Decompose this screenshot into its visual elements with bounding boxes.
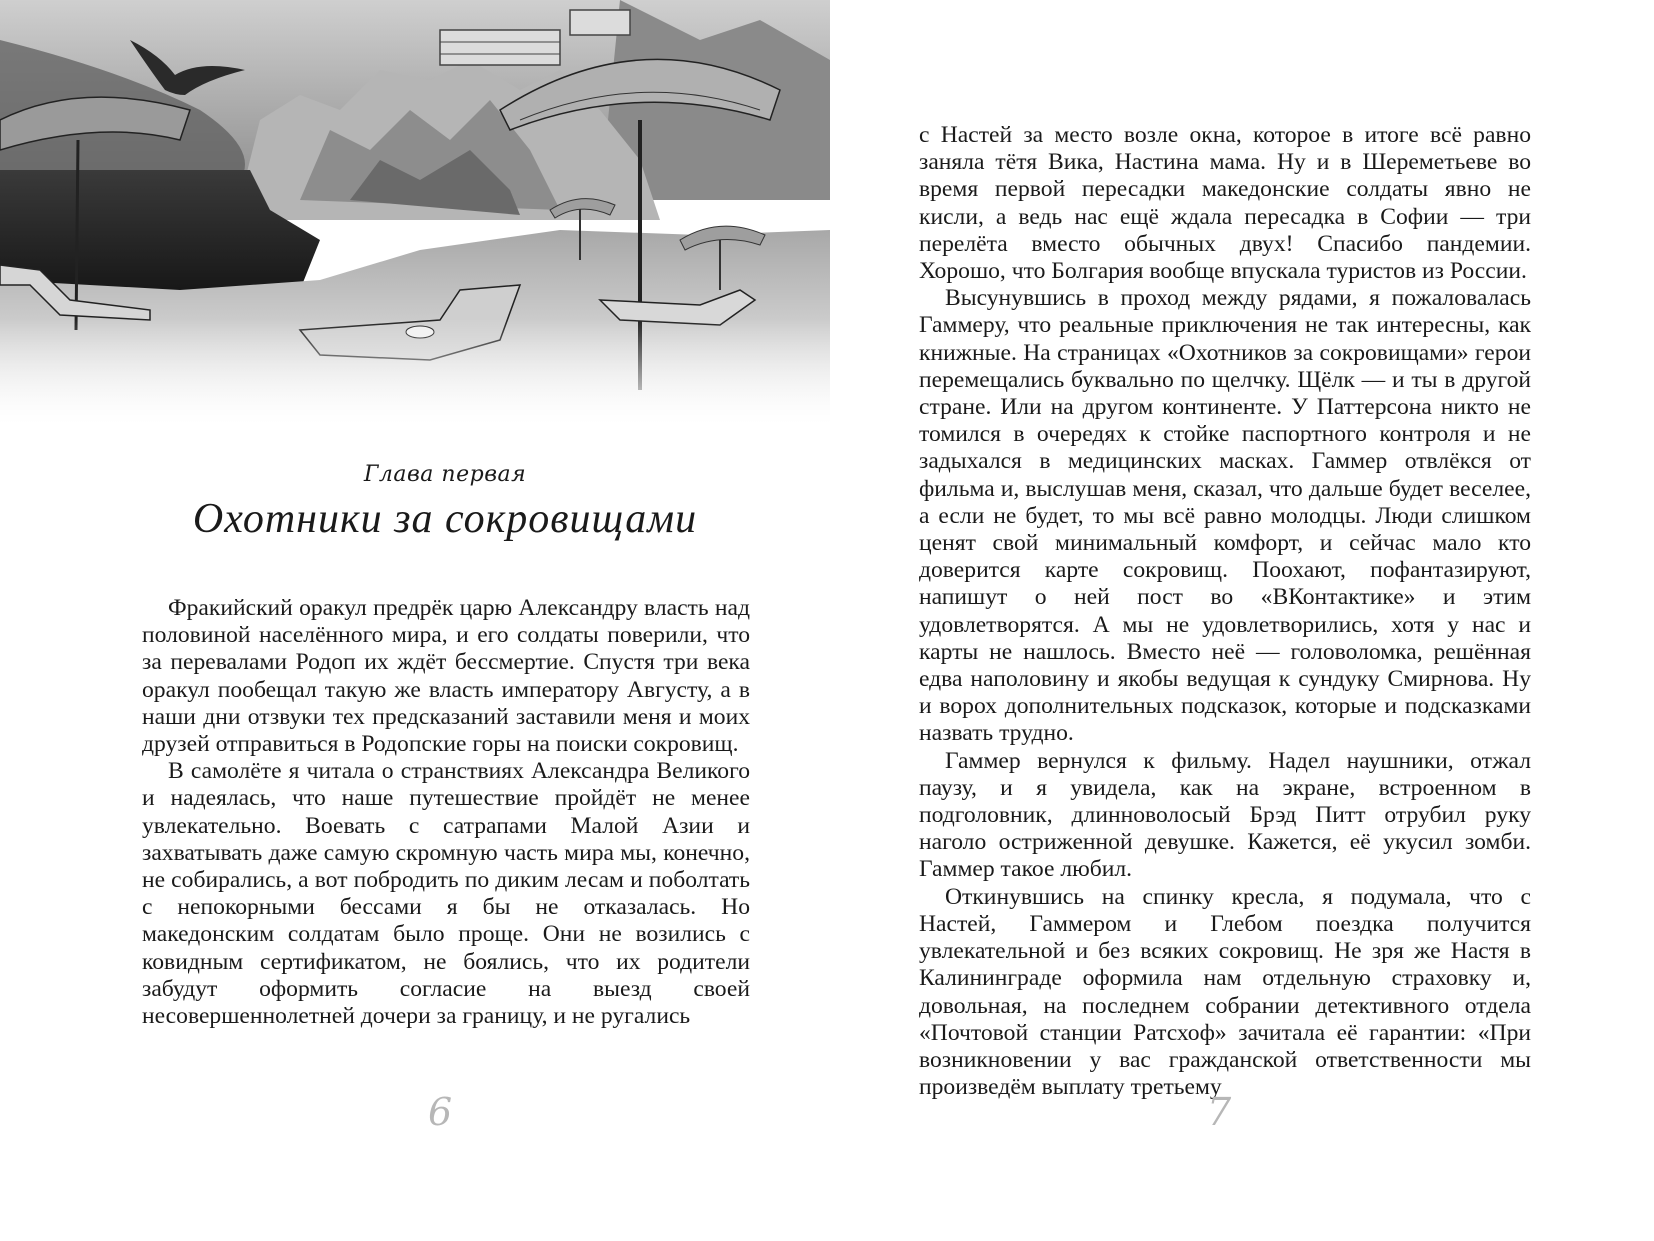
paragraph: Гаммер вернулся к фильму. Надел наушники, отжал паузу, и я увидела, как на экране, встроенном в подголовник, длинноволосый Брэд Питт отрубил руку наголо остриженной девушке. Кажется, её укусил зомби. Гаммер такое любил. <box>919 747 1531 883</box>
page-number: 7 <box>1207 1090 1232 1134</box>
page-number: 6 <box>428 1090 453 1134</box>
paragraph: Откинувшись на спинку кресла, я подумала, что с Настей, Гаммером и Глебом поездка получится увлекательной и без всяких сокровищ. Не зря же Настя в Калининграде оформила нам отдельную страховку и, довольная, на последнем собрании детективного отдела «Почтовой станции Ратсхоф» зачитала её гарантии: «При возникновении у вас гражданской ответственности мы произведём выплату третьему <box>919 883 1531 1101</box>
paragraph: Фракийский оракул предрёк царю Александру власть над половиной населённого мира, и его солдаты поверили, что за перевалами Родоп их ждёт бессмертие. Спустя три века оракул пообещал такую же власть императору Августу, а в наши дни отзвуки тех предсказаний заставили меня и моих друзей отправиться в Родопские горы на поиски сокровищ. <box>142 595 750 758</box>
left-page-text <box>142 595 750 1030</box>
paragraph: В самолёте я читала о странствиях Александра Великого и надеялась, что наше путешествие пройдёт не менее увлекательно. Воевать с сатрапами Малой Азии и захватывать даже самую скромную часть мира мы, конечно, не собирались, а вот побродить по диким лесам и поболтать с непокорными бессами я бы не отказалась. Но македонским солдатам было проще. Они не возились с ковидным сертификатом, не боялись, что их родители забудут оформить согласие на выезд своей несовершеннолетней дочери за границу, и не ругались <box>142 758 750 1030</box>
paragraph: с Настей за место возле окна, которое в итоге всё равно заняла тётя Вика, Настина мама. Ну и в Шереметьеве во время первой пересадки македонские солдаты явно не кисли, а ведь нас ещё ждала пересадка в Софии — три перелёта вместо обычных двух! Спасибо пандемии. Хорошо, что Болгария вообще впускала туристов из России. <box>919 122 1531 285</box>
right-page-text <box>919 122 1531 1101</box>
chapter-title: Охотники за сокровищами <box>192 496 698 542</box>
beach-illustration <box>0 0 830 425</box>
paragraph: Высунувшись в проход между рядами, я пожаловалась Гаммеру, что реальные приключения не так интересны, как книжные. На страницах «Охотников за сокровищами» герои перемещались буквально по щелчку. Щёлк — и ты в другой стране. Или на другом континенте. У Паттерсона никто не томился в очередях к стойке паспортного контроля и не задыхался в медицинских масках. Гаммер отвлёкся от фильма и, выслушав меня, сказал, что дальше будет веселее, а если не будет, то мы всё равно молодцы. Люди слишком ценят свой минимальный комфорт, и сейчас мало кто доверится карте сокровищ. Поохают, пофантазируют, напишут о ней пост во «ВКонтактике» и этим удовлетворятся. А мы не удовлетворились, хотя у нас и карты не нашлось. Вместо неё — головоломка, решённая едва наполовину и якобы ведущая к сундуку Смирнова. Ну и ворох дополнительных подсказок, которые и подсказками назвать трудно. <box>919 285 1531 747</box>
chapter-label: Глава первая <box>363 462 527 487</box>
right-page <box>827 0 1654 1241</box>
